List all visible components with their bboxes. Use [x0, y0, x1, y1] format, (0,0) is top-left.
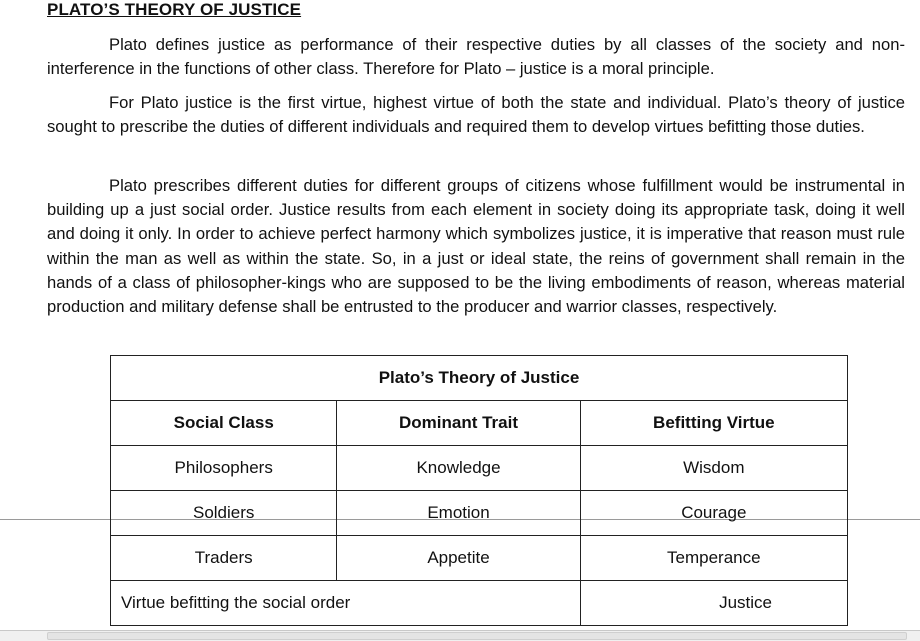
- table-footer-row: [111, 581, 848, 626]
- table-row: [111, 536, 848, 581]
- table-row: [111, 491, 848, 536]
- paragraph-3: Plato prescribes different duties for different groups of citizens whose fulfillment would be instrumental in building up a just social order. Justice results from each element in society doing its appropriate task, doing it well and doing it only. In order to achieve perfect harmony which symbolizes justice, it is imperative that reason must rule within the man as well as within the state. So, in a just or ideal state, the reins of government shall remain in the hands of a class of philosopher-kings who are supposed to be the living embodiments of reason, whereas material production and military defense shall be entrusted to the producer and warrior classes, respectively.: [47, 176, 905, 317]
- table-cell: Traders: [111, 536, 337, 581]
- table-title-row: [111, 356, 848, 401]
- table-cell: Courage: [580, 491, 847, 536]
- horizontal-scrollbar-thumb[interactable]: [47, 632, 907, 640]
- justice-table: [110, 355, 848, 626]
- table-title: Plato’s Theory of Justice: [111, 356, 848, 401]
- column-header-dominant-trait: Dominant Trait: [337, 401, 580, 446]
- paragraph-2: For Plato justice is the first virtue, highest virtue of both the state and individual. Plato’s theory of justice sought to prescribe the duties of different individuals and required them to develop virtues befitting those duties.: [47, 93, 905, 137]
- table-cell: Philosophers: [111, 446, 337, 491]
- paragraph-1: Plato defines justice as performance of their respective duties by all classes of the society and non-interference in the functions of other class. Therefore for Plato – justice is a moral principle.: [47, 35, 905, 79]
- table-cell: Wisdom: [580, 446, 847, 491]
- footer-label: Virtue befitting the social order: [111, 581, 581, 626]
- table-header-row: [111, 401, 848, 446]
- table-cell: Emotion: [337, 491, 580, 536]
- footer-value: Justice: [580, 581, 847, 626]
- document-heading: PLATO’S THEORY OF JUSTICE: [47, 0, 302, 19]
- column-header-social-class: Social Class: [111, 401, 337, 446]
- table-cell: Knowledge: [337, 446, 580, 491]
- table-cell: Soldiers: [111, 491, 337, 536]
- table-row: [111, 446, 848, 491]
- table-cell: Temperance: [580, 536, 847, 581]
- table-cell: Appetite: [337, 536, 580, 581]
- column-header-befitting-virtue: Befitting Virtue: [580, 401, 847, 446]
